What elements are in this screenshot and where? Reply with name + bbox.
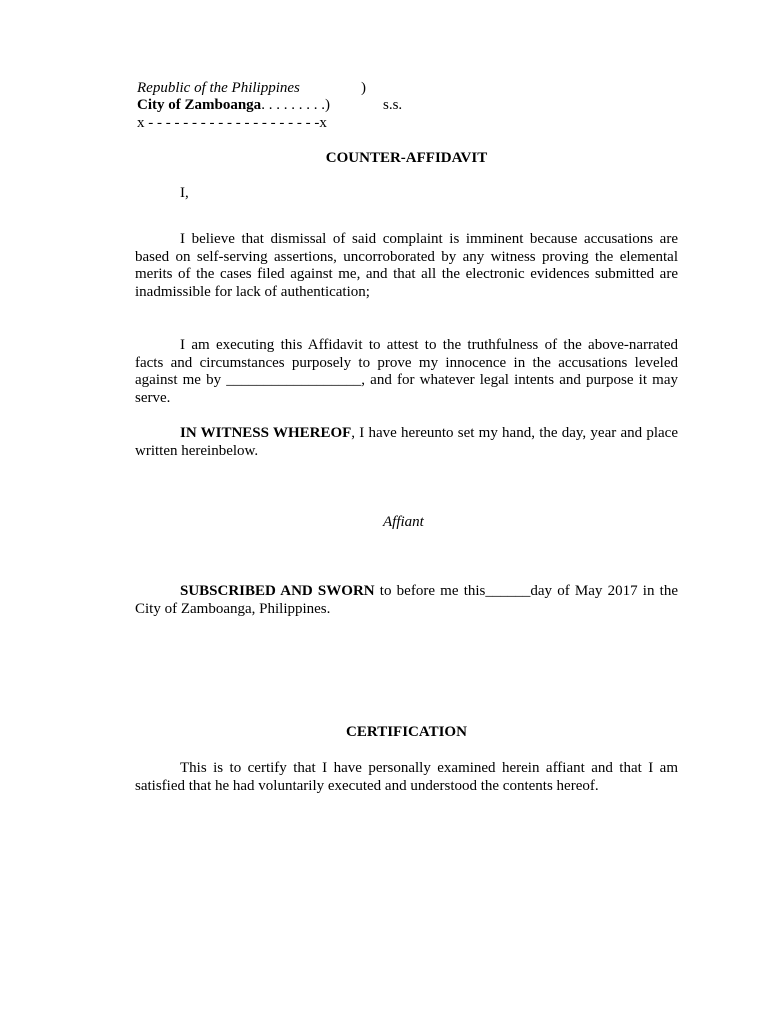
opening-line: I, (180, 185, 189, 201)
jurat-paragraph: SUBSCRIBED AND SWORN to before me this______day of May 2017 in the City of Zamboanga, Philippines. (135, 583, 678, 617)
affiant-label: Affiant (383, 514, 424, 530)
paragraph-dismissal: I believe that dismissal of said complaint is imminent because accusations are based on self-serving assertions, uncorroborated by any witness proving the elemental merits of the cases filed against me, and that all the electronic evidences submitted are inadmissible for lack of authentication; (135, 231, 678, 300)
paragraph-executing: I am executing this Affidavit to attest to the truthfulness of the above-narrated facts and circumstances purposely to prove my innocence in the accusations leveled against me by __________________, and for whatever legal intents and purpose it may serve. (135, 337, 678, 406)
venue-republic: Republic of the Philippines (137, 80, 300, 96)
paragraph-witness-whereof: IN WITNESS WHEREOF, I have hereunto set my hand, the day, year and place written hereinbelow. (135, 425, 678, 459)
venue-ss: s.s. (383, 97, 403, 113)
document-title: COUNTER-AFFIDAVIT (325, 150, 488, 166)
certification-title: CERTIFICATION (346, 724, 467, 740)
venue-city-dots: . . . . . . . . .) (261, 97, 330, 113)
venue-city: City of Zamboanga (137, 97, 262, 113)
venue-city-line (137, 97, 330, 114)
venue-paren: ) (361, 80, 366, 96)
venue-separator: x - - - - - - - - - - - - - - - - - - - -x (137, 115, 327, 131)
certification-body: This is to certify that I have personally examined herein affiant and that I am satisfied that he had voluntarily executed and understood the contents hereof. (135, 760, 678, 794)
